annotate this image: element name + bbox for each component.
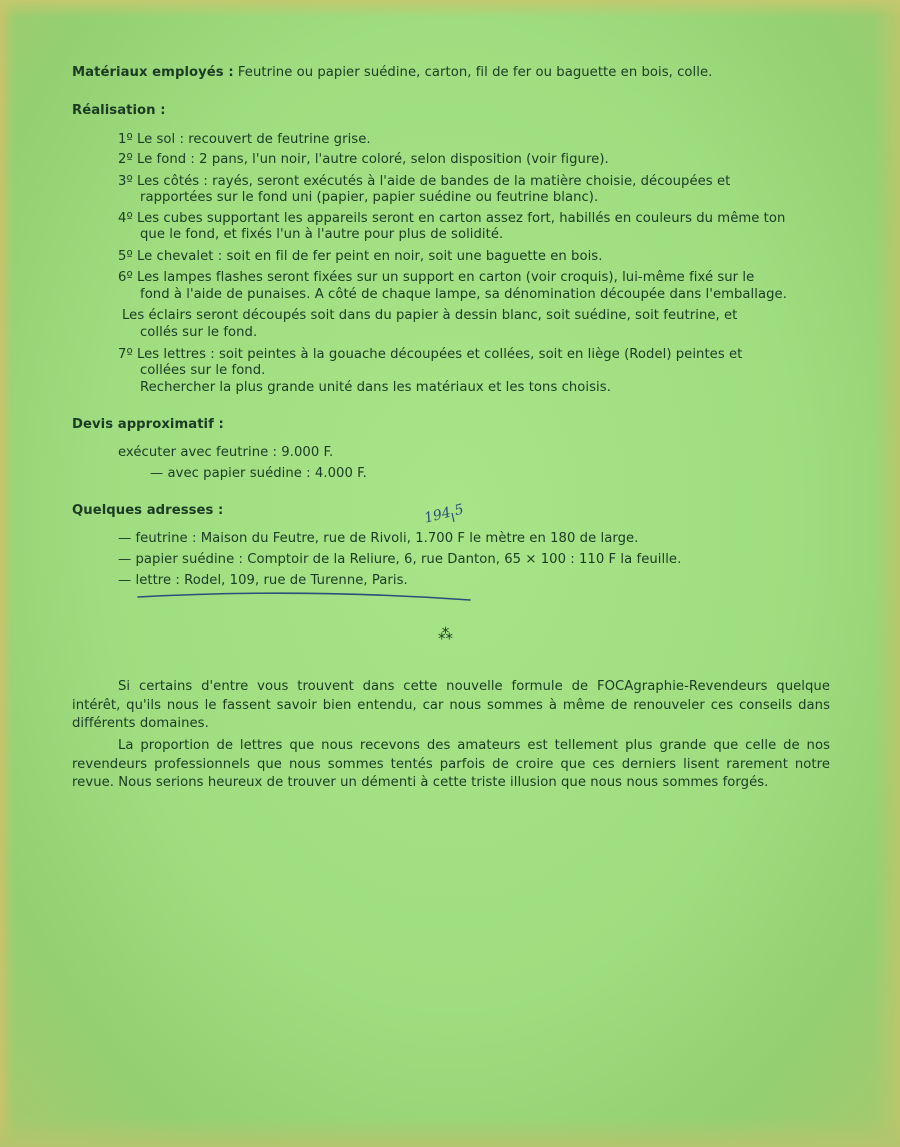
devis-line-2: — avec papier suédine : 4.000 F. [150,466,367,481]
eclairs-line-2: collés sur le fond. [140,325,258,340]
realisation-item-7-line-1: 7º Les lettres : soit peintes à la gouache découpées et collées, soit en liège (Rodel) peintes et [118,347,743,362]
devis-heading: Devis approximatif : [72,417,224,432]
realisation-item-1: 1º Le sol : recouvert de feutrine grise. [118,132,371,147]
realisation-item-6-line-1: 6º Les lampes flashes seront fixées sur un support en carton (voir croquis), lui-même fixé sur le [118,270,755,285]
separator-asterism: ⁂ [438,625,454,643]
realisation-item-5: 5º Le chevalet : soit en fil de fer peint en noir, soit une baguette en bois. [118,249,603,264]
materiaux-text: Feutrine ou papier suédine, carton, fil de fer ou baguette en bois, colle. [237,65,713,80]
realisation-item-4-line-2: que le fond, et fixés l'un à l'autre pour plus de solidité. [140,227,504,242]
eclairs-line-1: Les éclairs seront découpés soit dans du papier à dessin blanc, soit suédine, soit feutrine, et [122,308,738,323]
realisation-item-6-line-2: fond à l'aide de punaises. A côté de chaque lampe, sa dénomination découpée dans l'emballage. [140,287,787,302]
adresse-papier-suedine: — papier suédine : Comptoir de la Reliure, 6, rue Danton, 65 × 100 : 110 F la feuille. [118,552,682,567]
adresses-heading: Quelques adresses : [72,503,224,518]
closing-paragraph-2: La proportion de lettres que nous recevons des amateurs est tellement plus grande que celle de nos revendeurs professionnels que nous sommes tentés parfois de croire que ces derniers lisent rarement notre revue. Nous serions heureux de trouver un démenti à cette triste illusion que nous nous sommes forgés. [72,738,830,790]
realisation-heading: Réalisation : [72,103,166,118]
handwritten-year-note: 194 5 [422,501,466,527]
adresse-feutrine: — feutrine : Maison du Feutre, rue de Rivoli, 1.700 F le mètre en 180 de large. [118,531,639,546]
realisation-item-3-line-2: rapportées sur le fond uni (papier, papier suédine ou feutrine blanc). [140,190,599,205]
realisation-item-7-line-3: Rechercher la plus grande unité dans les matériaux et les tons choisis. [140,380,611,395]
adresse-lettre: — lettre : Rodel, 109, rue de Turenne, Paris. [118,573,408,588]
materiaux-label: Matériaux employés : [72,65,234,80]
devis-line-1: exécuter avec feutrine : 9.000 F. [118,445,334,460]
realisation-item-3-line-1: 3º Les côtés : rayés, seront exécutés à l'aide de bandes de la matière choisie, découpées et [118,174,731,189]
realisation-item-7-line-2: collées sur le fond. [140,363,266,378]
realisation-item-4-line-1: 4º Les cubes supportant les appareils seront en carton assez fort, habillés en couleurs du même ton [118,211,786,226]
realisation-item-2: 2º Le fond : 2 pans, l'un noir, l'autre coloré, selon disposition (voir figure). [118,152,609,167]
closing-paragraph-1: Si certains d'entre vous trouvent dans cette nouvelle formule de FOCAgraphie-Revendeurs quelque intérêt, qu'ils nous le fassent savoir bien entendu, car nous sommes à même de renouveler ces conseils dans différents domaines. [72,679,830,731]
